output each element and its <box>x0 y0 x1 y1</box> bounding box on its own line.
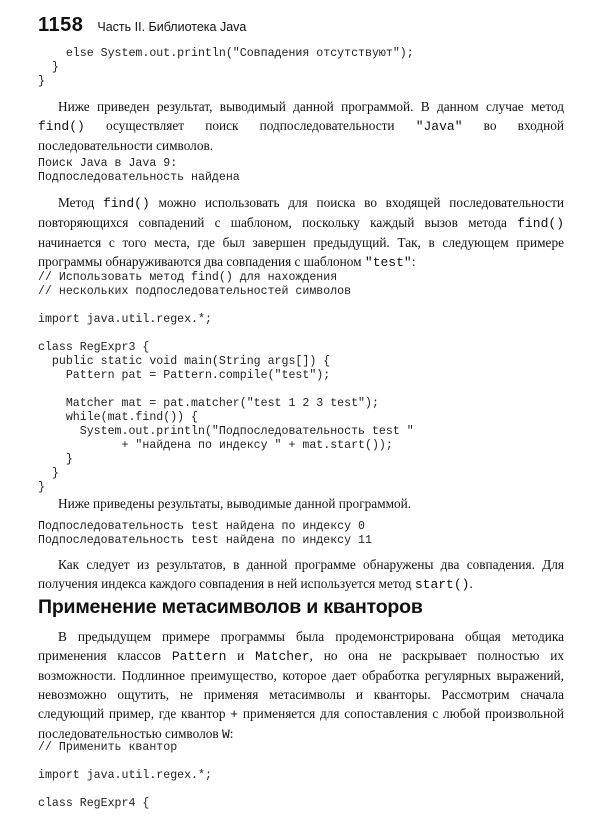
page-header <box>38 14 246 36</box>
program-output-1: Поиск Java в Java 9: Подпоследовательность найдена <box>38 157 240 184</box>
paragraph-find-method: Метод find() можно использовать для поиска во входящей последовательности повторяющихся совпадений с шаблоном, поскольку каждый вызов метода find() начинается с того места, где был завершен предыдущий. Так, в следующем примере программы обнаруживаются два совпадения с шаблоном "test": <box>38 195 564 270</box>
code-listing-regexpr4: // Применить квантор import java.util.regex.*; class RegExpr4 { <box>38 741 212 810</box>
paragraph-start-method: Как следует из результатов, в данной программе обнаружены два совпадения. Для получения индекса каждого совпадения в ней используется метод start(). <box>38 557 564 592</box>
section-heading: Применение метасимволов и квантоpов <box>38 596 423 618</box>
part-title: Часть II. Библиотека Java <box>97 20 247 34</box>
paragraph-find-result: Ниже приведен результат, выводимый данной программой. В данном случае метод find() осуществляет поиск подпоследовательности "Java" во входной последовательности символов. <box>38 99 564 153</box>
paragraph-metachars: В предыдущем примере программы была продемонстрирована общая методика применения классов Pattern и Matcher, но она не раскрывает полностью их возможности. Подлинное преимущество, которое дает обработка регулярных выражений, невозможно ощутить, не применяя метасимволы и кванторы. Рассмотрим сначала следующий пример, где квантор + применяется для сопоставления с любой произвольной последовательностью символов W: <box>38 629 564 742</box>
program-output-2: Подпоследовательность test найдена по индексу 0 Подпоследовательность test найдена по индексу 11 <box>38 520 372 547</box>
paragraph-results-intro: Ниже приведены результаты, выводимые данной программой. <box>58 496 412 511</box>
code-listing-end: else System.out.println("Совпадения отсутствуют"); } } <box>38 47 414 88</box>
page-number: 1158 <box>38 14 84 36</box>
code-listing-regexpr3: // Использовать метод find() для нахождения // нескольких подпоследовательностей символов import java.util.regex.*; class RegExpr3 { public static void main(String args[]) { Pattern pat = Pattern.compile("test"); Matcher mat = pat.matcher("test 1 2 3 test"); while(mat.find()) { System.out.println("Подпоследовательность test " + "найдена по индексу " + mat.start()); } } } <box>38 271 414 494</box>
